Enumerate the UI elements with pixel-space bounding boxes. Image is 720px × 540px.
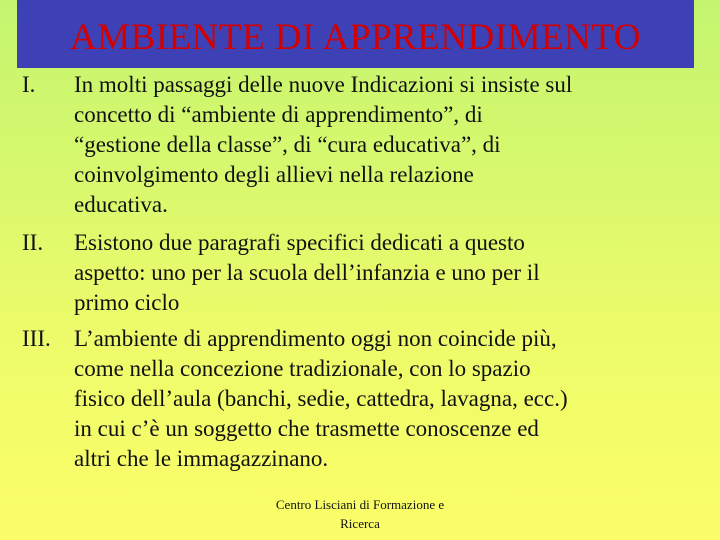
item-line: aspetto: uno per la scuola dell’infanzia e uno per il bbox=[74, 260, 540, 285]
item-numeral: III. bbox=[22, 326, 51, 351]
footer-line: Ricerca bbox=[340, 516, 380, 531]
item-line: altri che le immagazzinano. bbox=[74, 446, 329, 471]
item-line: concetto di “ambiente di apprendimento”, di bbox=[74, 102, 483, 127]
item-line: come nella concezione tradizionale, con lo spazio bbox=[74, 356, 531, 381]
item-line: “gestione della classe”, di “cura educativa”, di bbox=[74, 132, 501, 157]
footer-line: Centro Lisciani di Formazione e bbox=[275, 497, 445, 512]
slide-title: AMBIENTE DI APPRENDIMENTO bbox=[70, 16, 641, 58]
item-line: coinvolgimento degli allievi nella relazione bbox=[74, 162, 474, 187]
item-line: in cui c’è un soggetto che trasmette conoscenze ed bbox=[74, 416, 539, 441]
item-line: fisico dell’aula (banchi, sedie, cattedra, lavagna, ecc.) bbox=[74, 386, 568, 411]
item-text bbox=[74, 228, 694, 318]
item-line: In molti passaggi delle nuove Indicazioni si insiste sul bbox=[74, 72, 573, 97]
item-text bbox=[74, 70, 694, 220]
footer bbox=[250, 495, 470, 533]
item-numeral: I. bbox=[22, 72, 36, 97]
item-line: educativa. bbox=[74, 192, 168, 217]
title-bar bbox=[17, 0, 694, 68]
item-line: Esistono due paragrafi specifici dedicati a questo bbox=[74, 230, 525, 255]
item-line: L’ambiente di apprendimento oggi non coincide più, bbox=[74, 326, 557, 351]
item-line: primo ciclo bbox=[74, 290, 180, 315]
item-numeral: II. bbox=[22, 230, 44, 255]
item-text bbox=[74, 324, 694, 474]
